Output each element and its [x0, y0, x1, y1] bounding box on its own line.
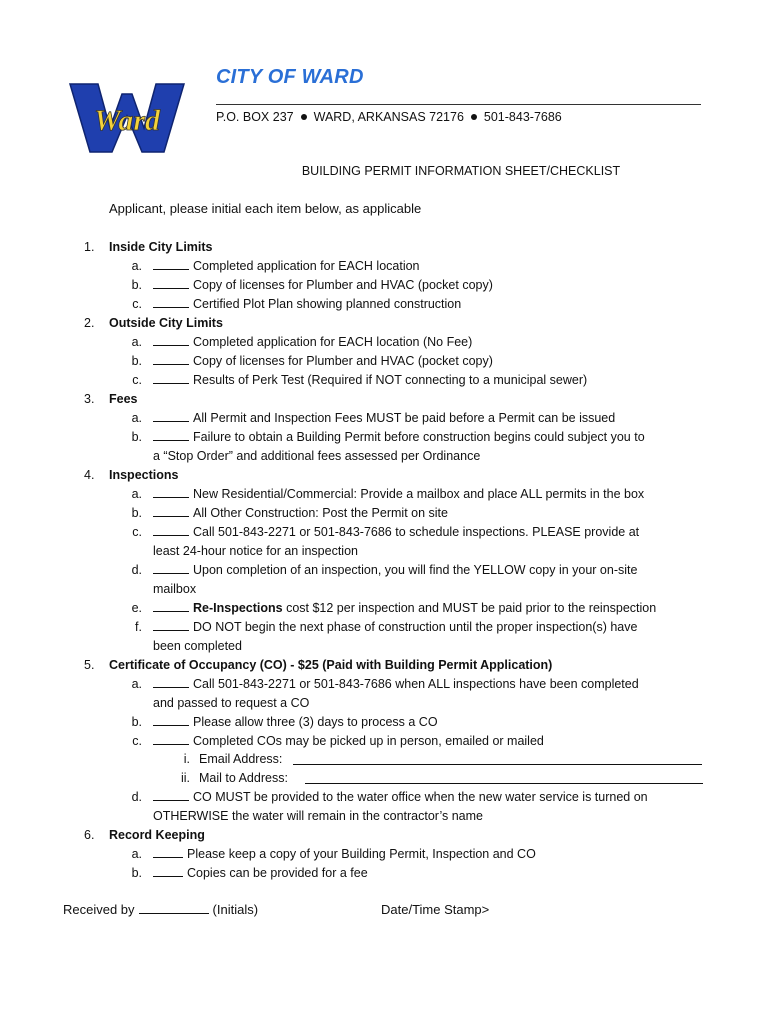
item-letter: c. — [132, 734, 142, 748]
initial-blank[interactable] — [153, 296, 189, 308]
item-text: Completed COs may be picked up in person, emailed or mailed — [193, 734, 544, 748]
initial-blank[interactable] — [153, 619, 189, 631]
item-letter: c. — [132, 525, 142, 539]
item-text: been completed — [153, 639, 242, 653]
item-text: cost $12 per inspection and MUST be paid prior to the reinspection — [282, 601, 657, 615]
item-letter: d. — [131, 790, 142, 804]
item-text: Please allow three (3) days to process a CO — [193, 715, 438, 729]
initial-blank[interactable] — [153, 600, 189, 612]
po-box: P.O. BOX 237 — [216, 110, 294, 124]
item-text: Certified Plot Plan showing planned construction — [193, 297, 462, 311]
initial-blank[interactable] — [153, 562, 189, 574]
initial-blank[interactable] — [153, 733, 189, 745]
item-letter: a. — [131, 259, 142, 273]
initial-blank[interactable] — [153, 846, 183, 858]
bullet-icon — [301, 114, 307, 120]
item-letter: a. — [131, 487, 142, 501]
item-numeral: ii. — [180, 771, 190, 785]
item-text: Please keep a copy of your Building Permit, Inspection and CO — [187, 847, 536, 861]
item-letter: b. — [131, 506, 142, 520]
received-by-initials-field[interactable] — [139, 902, 209, 914]
section-number: 6. — [84, 828, 95, 842]
item-letter: a. — [131, 335, 142, 349]
item-letter: c. — [132, 297, 142, 311]
section-title: Inspections — [109, 468, 179, 482]
item-letter: a. — [131, 411, 142, 425]
item-text: Copy of licenses for Plumber and HVAC (pocket copy) — [193, 354, 493, 368]
city-of-ward-logo — [68, 80, 186, 154]
section-title: Inside City Limits — [109, 240, 213, 254]
item-text: Completed application for EACH location — [193, 259, 420, 273]
section-number: 5. — [84, 658, 95, 672]
city-state-zip: WARD, ARKANSAS 72176 — [313, 110, 464, 124]
initial-blank[interactable] — [153, 258, 189, 270]
received-by-line — [63, 902, 258, 917]
item-text: Copy of licenses for Plumber and HVAC (pocket copy) — [193, 278, 493, 292]
address-line — [216, 110, 562, 124]
item-text: Results of Perk Test (Required if NOT connecting to a municipal sewer) — [193, 373, 588, 387]
item-text: All Permit and Inspection Fees MUST be paid before a Permit can be issued — [193, 411, 616, 425]
item-numeral: i. — [183, 752, 190, 766]
item-letter: b. — [131, 715, 142, 729]
initial-blank[interactable] — [153, 334, 189, 346]
item-text: and passed to request a CO — [153, 696, 310, 710]
initial-blank[interactable] — [153, 789, 189, 801]
item-text: a “Stop Order” and additional fees assessed per Ordinance — [153, 449, 481, 463]
phone-number: 501-843-7686 — [483, 110, 562, 124]
sheet-title — [0, 164, 770, 178]
item-text: Failure to obtain a Building Permit before construction begins could subject you to — [193, 430, 645, 444]
section-title: Outside City Limits — [109, 316, 223, 330]
item-letter: b. — [131, 430, 142, 444]
initial-blank[interactable] — [153, 524, 189, 536]
sheet-title-text: BUILDING PERMIT INFORMATION SHEET/CHECKLIST — [301, 164, 621, 178]
item-emphasis: Re-Inspections — [193, 601, 283, 615]
header-divider — [216, 104, 701, 105]
section-number: 4. — [84, 468, 95, 482]
item-letter: b. — [131, 866, 142, 880]
initial-blank[interactable] — [153, 277, 189, 289]
initial-blank[interactable] — [153, 676, 189, 688]
initial-blank[interactable] — [153, 372, 189, 384]
section-number: 1. — [84, 240, 95, 254]
item-text: Upon completion of an inspection, you will find the YELLOW copy in your on-site — [193, 563, 638, 577]
section-number: 3. — [84, 392, 95, 406]
item-letter: c. — [132, 373, 142, 387]
instruction-text: Applicant, please initial each item below, as applicable — [109, 201, 422, 216]
item-text: DO NOT begin the next phase of construction until the proper inspection(s) have — [193, 620, 638, 634]
initial-blank[interactable] — [153, 505, 189, 517]
item-text: Completed application for EACH location (No Fee) — [193, 335, 473, 349]
initials-label: (Initials) — [212, 902, 259, 917]
item-letter: b. — [131, 354, 142, 368]
item-text: Copies can be provided for a fee — [187, 866, 368, 880]
item-text: mailbox — [153, 582, 197, 596]
initial-blank[interactable] — [153, 714, 189, 726]
item-letter: e. — [131, 601, 142, 615]
item-text: OTHERWISE the water will remain in the contractor’s name — [153, 809, 483, 823]
section-title: Certificate of Occupancy (CO) - $25 (Paid with Building Permit Application) — [109, 658, 553, 672]
initial-blank[interactable] — [153, 865, 183, 877]
section-title: Record Keeping — [109, 828, 205, 842]
email-label: Email Address: — [199, 752, 283, 766]
section-number: 2. — [84, 316, 95, 330]
mail-address-label: Mail to Address: — [199, 771, 288, 785]
bullet-icon — [471, 114, 477, 120]
logo-wordmark: Ward — [93, 104, 161, 137]
section-title: Fees — [109, 392, 138, 406]
item-text: Call 501-843-2271 or 501-843-7686 when ALL inspections have been completed — [193, 677, 639, 691]
item-letter: a. — [131, 677, 142, 691]
mail-address-field[interactable] — [305, 772, 703, 784]
initial-blank[interactable] — [153, 353, 189, 365]
item-letter: a. — [131, 847, 142, 861]
item-letter: b. — [131, 278, 142, 292]
item-letter: f. — [135, 620, 142, 634]
initial-blank[interactable] — [153, 429, 189, 441]
received-by-label: Received by — [63, 902, 135, 917]
item-text: New Residential/Commercial: Provide a mailbox and place ALL permits in the box — [193, 487, 645, 501]
initial-blank[interactable] — [153, 486, 189, 498]
item-text: Call 501-843-2271 or 501-843-7686 to schedule inspections. PLEASE provide at — [193, 525, 640, 539]
item-text: least 24-hour notice for an inspection — [153, 544, 358, 558]
item-text: CO MUST be provided to the water office when the new water service is turned on — [193, 790, 648, 804]
item-text: All Other Construction: Post the Permit on site — [193, 506, 448, 520]
initial-blank[interactable] — [153, 410, 189, 422]
email-field[interactable] — [293, 753, 702, 765]
city-title: CITY OF WARD — [216, 66, 364, 88]
date-time-stamp-label: Date/Time Stamp> — [381, 902, 490, 917]
item-letter: d. — [131, 563, 142, 577]
